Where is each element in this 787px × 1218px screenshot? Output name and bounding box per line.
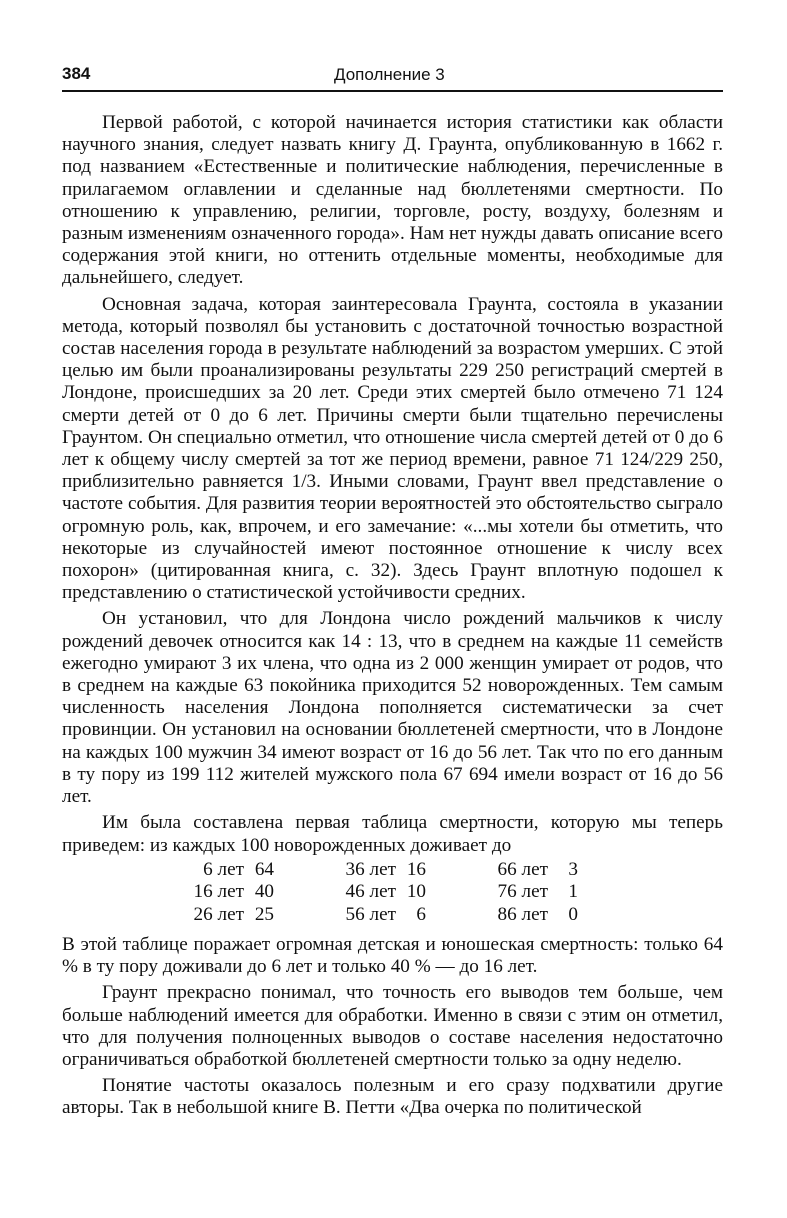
paragraph: Им была составлена первая таблица смертности, которую мы теперь приведем: из каждых 100 новорожденных доживает до [62, 812, 723, 856]
age-cell: 46 лет [345, 881, 396, 903]
page-body [62, 112, 723, 1124]
age-cell: 26 лет [193, 903, 244, 925]
paragraph: Основная задача, которая заинтересовала Граунта, состояла в указании метода, который позволял бы установить с достаточной точностью возрастной состав населения города в результате наблюдений за возрастом умерших. С этой целью им были проанализированы результаты 229 250 регистраций смертей в Лондоне, происшедших за 20 лет. Среди этих смертей было отмечено 71 124 смерти детей от 0 до 6 лет. Причины смерти были тщательно перечислены Граунтом. Он специально отметил, что отношение числа смертей детей от 0 до 6 лет к общему числу смертей за тот же период времени, равное 71 124/229 250, приблизительно равняется 1/3. Иными словами, Граунт ввел представление о частоте события. Для развития теории вероятностей это обстоятельство сыграло огромную роль, как, впрочем, и его замечание: «...мы хотели бы отметить, что некоторые из случайностей имеют постоянное отношение к числу всех похорон» (цитированная книга, с. 32). Здесь Граунт вплотную подошел к представлению о статистической устойчивости средних. [62, 293, 723, 604]
survivors-cell: 10 [406, 881, 426, 903]
age-cell: 36 лет [345, 858, 396, 880]
paragraph: Он установил, что для Лондона число рождений мальчиков к числу рождений девочек относится как 14 : 13, что в среднем на каждые 11 семейств ежегодно умирают 3 их члена, что одна из 2 000 женщин умирает от родов, что в среднем на каждые 63 покойника приходится 52 новорожденных. Тем самым численность населения Лондона пополняется систематически за счет провинции. Он установил на основании бюллетеней смертности, что в Лондоне на каждых 100 мужчин 34 имеют возраст от 16 до 56 лет. Так что по его данным в ту пору из 199 112 жителей мужского пола 67 694 имели возраст от 16 до 56 лет. [62, 608, 723, 808]
age-cell: 66 лет [497, 858, 548, 880]
mortality-table [184, 859, 578, 926]
survivors-cell: 16 [406, 858, 426, 880]
age-cell: 76 лет [497, 881, 548, 903]
survivors-cell: 25 [254, 903, 274, 925]
paragraph: Первой работой, с которой начинается история статистики как области научного знания, следует назвать книгу Д. Граунта, опубликованную в 1662 г. под названием «Естественные и политические наблюдения, перечисленные в прилагаемом оглавлении и сделанные над бюллетенями смертности. По отношению к управлению, религии, торговле, росту, воздуху, болезням и разным изменениям означенного города». Нам нет нужды давать описание всего содержания этой книги, но оттенить отдельные моменты, необходимые для дальнейшего, следует. [62, 112, 723, 289]
table-row [184, 881, 578, 903]
running-title: Дополнение 3 [334, 65, 445, 84]
survivors-cell: 0 [568, 903, 578, 925]
survivors-cell: 6 [416, 903, 426, 925]
survivors-cell: 64 [254, 858, 274, 880]
age-cell: 16 лет [193, 881, 244, 903]
paragraph: Понятие частоты оказалось полезным и его сразу подхватили другие авторы. Так в небольшой книге В. Петти «Два очерка по политической [62, 1075, 723, 1119]
survivors-cell: 40 [254, 881, 274, 903]
paragraph: Граунт прекрасно понимал, что точность его выводов тем больше, чем больше наблюдений имеется для обработки. Именно в связи с этим он отметил, что для получения полноценных выводов о составе населения недостаточно ограничиваться обработкой бюллетеней смертности только за одну неделю. [62, 982, 723, 1070]
table-row [184, 904, 578, 926]
page-header [62, 62, 723, 92]
table-row [184, 859, 578, 881]
page-number: 384 [62, 64, 91, 83]
survivors-cell: 3 [568, 858, 578, 880]
age-cell: 56 лет [345, 903, 396, 925]
paragraph: В этой таблице поражает огромная детская и юношеская смертность: только 64 % в ту пору доживали до 6 лет и только 40 % — до 16 лет. [62, 933, 723, 978]
survivors-cell: 1 [568, 881, 578, 903]
age-cell: 86 лет [497, 903, 548, 925]
age-cell: 6 лет [203, 858, 244, 880]
